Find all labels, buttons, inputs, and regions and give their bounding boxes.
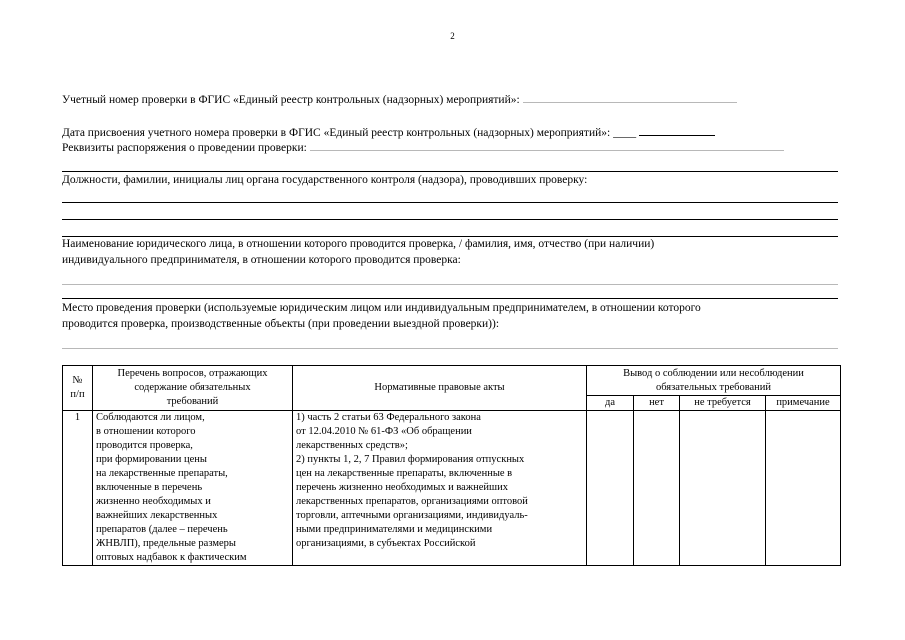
col-header-conclusion-line-1: Вывод о соблюдении или несоблюдении [623, 368, 804, 379]
acts-line: 2) пункты 1, 2, 7 Правил формирования отпускных [296, 454, 525, 465]
registry-number-label: Учетный номер проверки в ФГИС «Единый реестр контрольных (надзорных) мероприятий»: [62, 94, 520, 106]
acts-line: цен на лекарственные препараты, включенные в [296, 468, 513, 479]
order-details-label: Реквизиты распоряжения о проведении проверки: [62, 142, 307, 154]
question-line: при формировании цены [96, 454, 207, 465]
col-header-num [63, 366, 93, 411]
table-header-row-1 [63, 366, 841, 396]
question-line: Соблюдаются ли лицом, [96, 412, 205, 423]
row-acts [293, 411, 587, 566]
col-header-note: примечание [766, 396, 841, 411]
question-line: включенные в перечень [96, 482, 203, 493]
registry-date-field[interactable] [639, 135, 715, 136]
acts-line: перечень жизненно необходимых и важнейших [296, 482, 508, 493]
place-line-1[interactable] [62, 348, 838, 349]
cell-note[interactable] [766, 411, 841, 566]
row-question [93, 411, 293, 566]
col-header-acts: Нормативные правовые акты [293, 366, 587, 411]
cell-not-required[interactable] [680, 411, 766, 566]
checklist-table [62, 365, 841, 566]
col-header-questions-line-1: Перечень вопросов, отражающих [117, 368, 268, 379]
entity-label-line-1: Наименование юридического лица, в отношении которого проводится проверка, / фамилия, имя, отчество (при наличии) [62, 238, 655, 250]
col-header-questions-line-3: требований [166, 396, 219, 407]
registry-number-field[interactable] [523, 102, 737, 103]
acts-line: лекарственных препаратов, организациями оптовой [296, 496, 528, 507]
inspectors-line-1[interactable] [62, 202, 838, 203]
cell-no[interactable] [634, 411, 680, 566]
col-header-num-line-1: № [72, 375, 83, 386]
col-header-conclusion-line-2: обязательных требований [655, 382, 772, 393]
question-line: препаратов (далее – перечень [96, 524, 228, 535]
entity-line-1[interactable] [62, 284, 838, 285]
question-line: важнейших лекарственных [96, 510, 218, 521]
table-row [63, 411, 841, 566]
acts-line: 1) часть 2 статьи 63 Федерального закона [296, 412, 481, 423]
acts-line: организациями, в субъектах Российской [296, 538, 476, 549]
registry-date-label: Дата присвоения учетного номера проверки в ФГИС «Единый реестр контрольных (надзорных) мероприятий»: ____ [62, 127, 637, 139]
registry-number-row [62, 94, 737, 106]
inspectors-line-3[interactable] [62, 236, 838, 237]
col-header-no: нет [634, 396, 680, 411]
question-line: в отношении которого [96, 426, 196, 437]
question-line: на лекарственные препараты, [96, 468, 228, 479]
order-details-row [62, 142, 784, 154]
acts-line: от 12.04.2010 № 61-ФЗ «Об обращении [296, 426, 472, 437]
place-label-line-1: Место проведения проверки (используемые юридическим лицом или индивидуальным предпринимателем, в отношении которого [62, 302, 701, 314]
page-number: 2 [450, 31, 455, 41]
cell-yes[interactable] [587, 411, 634, 566]
col-header-questions [93, 366, 293, 411]
entity-label-line-2: индивидуального предпринимателя, в отношении которого проводится проверка: [62, 254, 461, 266]
question-line: проводится проверка, [96, 440, 193, 451]
col-header-num-line-2: п/п [70, 389, 85, 400]
registry-date-row [62, 127, 715, 139]
acts-line: лекарственных средств»; [296, 440, 408, 451]
order-details-line-2[interactable] [62, 171, 838, 172]
col-header-not-required: не требуется [680, 396, 766, 411]
acts-line: ными предпринимателями и медицинскими [296, 524, 493, 535]
col-header-yes: да [587, 396, 634, 411]
col-header-conclusion [587, 366, 841, 396]
order-details-field[interactable] [310, 150, 784, 151]
inspectors-line-2[interactable] [62, 219, 838, 220]
row-num: 1 [63, 411, 93, 566]
acts-line: торговли, аптечными организациями, индивидуаль- [296, 510, 528, 521]
question-line: жизненно необходимых и [96, 496, 211, 507]
inspectors-label: Должности, фамилии, инициалы лиц органа государственного контроля (надзора), проводивших проверку: [62, 174, 588, 186]
question-line: ЖНВЛП), предельные размеры [96, 538, 236, 549]
question-line: оптовых надбавок к фактическим [96, 552, 247, 563]
place-label-line-2: проводится проверка, производственные объекты (при проведении выездной проверки)): [62, 318, 500, 330]
entity-line-2[interactable] [62, 298, 838, 299]
col-header-questions-line-2: содержание обязательных [134, 382, 251, 393]
